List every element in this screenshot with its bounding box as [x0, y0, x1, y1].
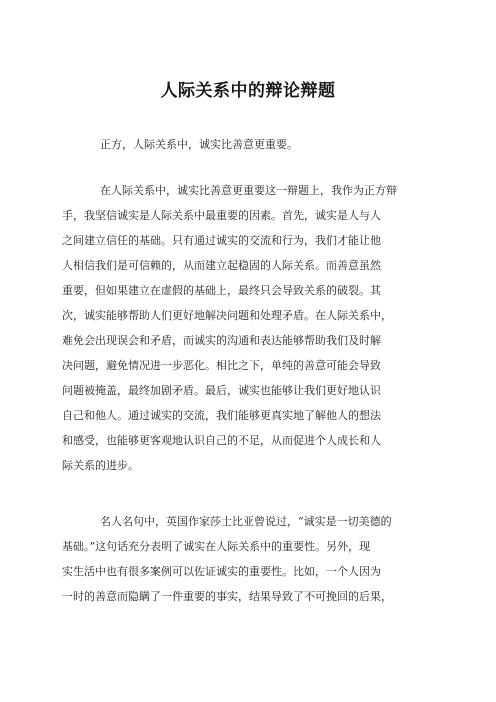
- text-line: 人相信我们是可信赖的，从而建立起稳固的人际关系。而善意虽然: [62, 259, 381, 272]
- paragraph-thesis: [62, 132, 434, 157]
- text-line: 自己和他人。通过诚实的交流，我们能够更真实地了解他人的想法: [62, 409, 381, 422]
- document-title: 人际关系中的辩论辩题: [160, 81, 336, 101]
- text-line: 名人名句中，英国作家莎士比亚曾说过，“诚实是一切美德的: [100, 515, 392, 528]
- text-line: 次，诚实能够帮助人们更好地解决问题和处理矛盾。在人际关系中，: [62, 309, 392, 322]
- text-line: 和感受，也能够更客观地认识自己的不足，从而促进个人成长和人: [62, 434, 381, 447]
- text-line: 正方，人际关系中，诚实比善意更重要。: [100, 138, 298, 151]
- text-line: 决问题，避免情况进一步恶化。相比之下，单纯的善意可能会导致: [62, 359, 381, 372]
- text-line: 之间建立信任的基础。只有通过诚实的交流和行为，我们才能让他: [62, 234, 381, 247]
- text-line: 一时的善意而隐瞒了一件重要的事实，结果导致了不可挽回的后果，: [62, 590, 392, 603]
- text-line: 实生活中也有很多案例可以佐证诚实的重要性。比如，一个人因为: [62, 565, 381, 578]
- paragraph-quote: [62, 509, 434, 609]
- text-line: 难免会出现误会和矛盾，而诚实的沟通和表达能够帮助我们及时解: [62, 334, 381, 347]
- text-line: 问题被掩盖，最终加剧矛盾。最后，诚实也能够让我们更好地认识: [62, 384, 381, 397]
- text-line: 际关系的进步。: [62, 459, 139, 472]
- text-line: 在人际关系中，诚实比善意更重要这一辩题上，我作为正方辩: [100, 184, 397, 197]
- text-line: 基础。”这句话充分表明了诚实在人际关系中的重要性。另外，现: [62, 540, 371, 553]
- text-line: 重要，但如果建立在虚假的基础上，最终只会导致关系的破裂。其: [62, 284, 381, 297]
- text-line: 手，我坚信诚实是人际关系中最重要的因素。首先，诚实是人与人: [62, 209, 381, 222]
- paragraph-arguments: [62, 178, 434, 478]
